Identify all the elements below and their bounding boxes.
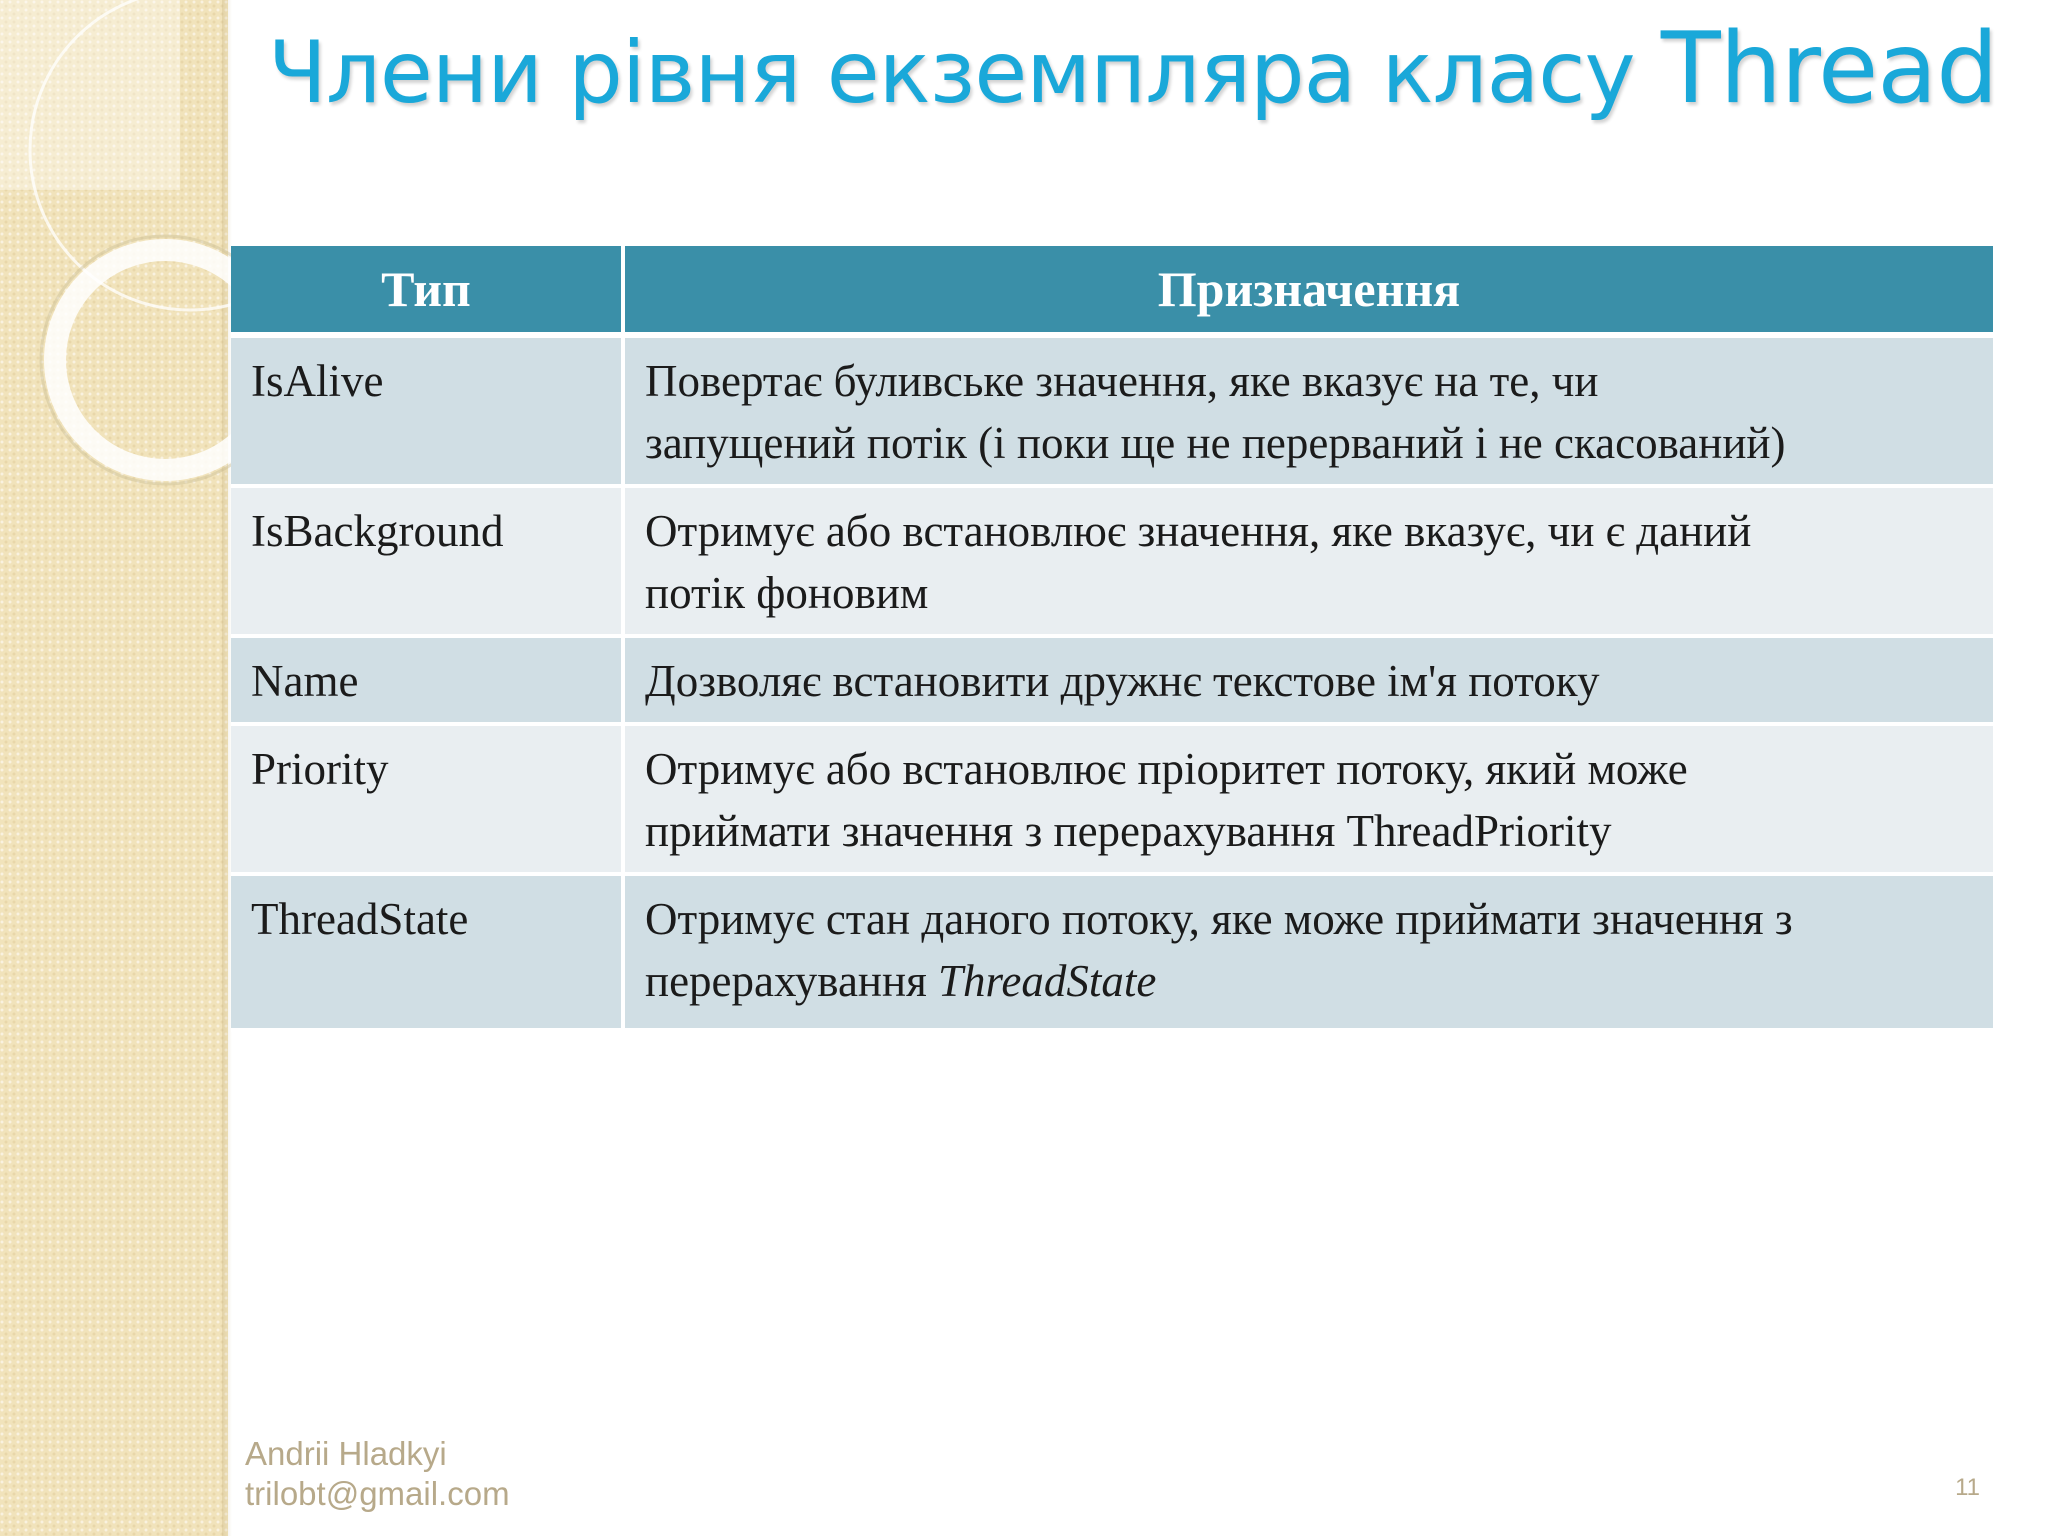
table-row	[231, 724, 1993, 874]
decorative-side-band	[0, 0, 228, 1536]
description-line: потік фоновим	[645, 568, 929, 618]
description-line: Отримує або встановлює значення, яке вказує, чи є даний	[645, 506, 1752, 556]
cell-type: Priority	[231, 724, 623, 874]
description-line: запущений потік (і поки ще не перерваний і не скасований)	[645, 418, 1786, 468]
header-purpose: Призначення	[623, 246, 1993, 335]
cell-description	[623, 724, 1993, 874]
description-line: Отримує або встановлює пріоритет потоку, який може	[645, 744, 1688, 794]
footer-author-block	[245, 1434, 510, 1514]
table-header-row	[231, 246, 1993, 335]
cell-description	[623, 636, 1993, 724]
page-title	[268, 12, 1998, 128]
cell-type: ThreadState	[231, 874, 623, 1030]
table-row	[231, 335, 1993, 486]
title-class-name: Thread	[1660, 12, 1998, 126]
table-row	[231, 636, 1993, 724]
cell-description	[623, 874, 1993, 1030]
footer-author: Andrii Hladkyi	[245, 1435, 447, 1472]
table-row	[231, 874, 1993, 1030]
footer-email: trilobt@gmail.com	[245, 1475, 510, 1512]
cell-type: Name	[231, 636, 623, 724]
description-line: перерахування	[645, 956, 939, 1006]
header-type: Тип	[231, 246, 623, 335]
description-line: Повертає буливське значення, яке вказує на те, чи	[645, 356, 1599, 406]
description-line: Отримує стан даного потоку, яке може приймати значення з	[645, 894, 1793, 944]
cell-type: IsAlive	[231, 335, 623, 486]
description-line: приймати значення з перерахування ThreadPriority	[645, 806, 1612, 856]
table-row	[231, 486, 1993, 636]
description-emphasis: ThreadState	[938, 956, 1157, 1006]
description-line: Дозволяє встановити дружнє текстове ім'я потоку	[645, 656, 1600, 706]
cell-description	[623, 335, 1993, 486]
cell-description	[623, 486, 1993, 636]
title-main: Члени рівня екземпляра класу	[268, 23, 1635, 123]
cell-type: IsBackground	[231, 486, 623, 636]
members-table	[231, 246, 1993, 1032]
page-number: 11	[1955, 1474, 1980, 1501]
